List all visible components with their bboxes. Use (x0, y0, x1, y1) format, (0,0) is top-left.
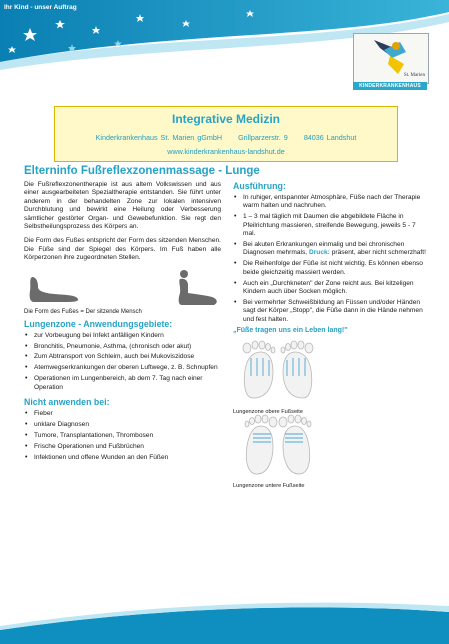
pressure-text: präsent, aber nicht schmerzhaft! (331, 249, 426, 257)
figure-caption: Die Form des Fußes = Der sitzende Mensch (24, 308, 142, 315)
contraindications-list (24, 410, 221, 462)
list-item: • zur Vorbeugung bei Infekt anfälligen Kindern (24, 332, 221, 340)
feet-top-figure (233, 340, 427, 415)
execution-list (233, 194, 427, 324)
logo-emblem (353, 33, 429, 84)
header-info-box (54, 106, 398, 162)
website-link[interactable]: www.kinderkrankenhaus-landshut.de (167, 147, 285, 156)
feet-bottom-figure (233, 414, 427, 489)
sitting-person-icon (174, 269, 222, 307)
execution-heading: Ausführung: (233, 181, 286, 191)
address-line (55, 133, 397, 142)
list-item: • Atemwegserkrankungen der oberen Luftwege, z. B. Schnupfen (24, 364, 221, 372)
indications-list (24, 332, 221, 392)
list-item (233, 241, 427, 258)
list-item: • 1 – 3 mal täglich mit Daumen die abgebildete Fläche in Pfeilrichtung massieren, streifende Bewegung, jeweils 5 - 7 mal. (233, 213, 427, 238)
street-address: Grillparzerstr. 9 (238, 133, 288, 142)
list-item: • Fieber (24, 410, 221, 418)
pressure-label: Druck: (308, 249, 330, 257)
left-column (24, 181, 221, 465)
logo-name: St. Marien (403, 73, 425, 78)
foot-silhouette-icon (26, 275, 82, 303)
indications-heading: Lungenzone - Anwendungsgebiete: (24, 318, 173, 329)
logo-banner: KINDERKRANKENHAUS (353, 82, 427, 90)
foot-form-paragraph: Die Form des Fußes entspricht der Form des sitzenden Menschen. Die Füße sind der Spiegel des Körpers. Im Fuß haben alle Körperzonen ihre zugeordneten Stellen. (24, 237, 221, 262)
footer-wave-band (0, 600, 449, 644)
list-item: • Infektionen und offene Wunden an den Füßen (24, 454, 221, 462)
list-item: • Frische Operationen und Fußbrüchen (24, 443, 221, 451)
list-item: • Auch ein „Durchkneten" der Zone reicht aus. Bei kitzeligen Kindern auch über Socken möglich. (233, 280, 427, 297)
feet-top-icon (233, 340, 353, 404)
list-item: • Zum Abtransport von Schleim, auch bei Mukoviszidose (24, 353, 221, 361)
feet-sole-icon (233, 414, 353, 478)
page-title: Elterninfo Fußreflexzonenmassage - Lunge (24, 165, 260, 177)
acute-text: Bei akuten Erkrankungen einmalig und bei chronischen Diagnosen mehrmals, (243, 241, 405, 257)
list-item: • unklare Diagnosen (24, 421, 221, 429)
feet-top-caption: Lungenzone obere Fußseite (233, 408, 303, 415)
intro-paragraph: Die Fußreflexzonentherapie ist aus altem Volkswissen und aus einer ausgearbeiteten Spezialtherapie entstanden. Sie führt unter anderem in der behandelten Zone zur lokalen intensiven Durchblutung und bewirkt eine Heilung oder Verbesserung sämtlicher gestörter Organ- und Gewebefunktion. Sie regt den Selbstheilungsprozess des Körpers an. (24, 181, 221, 231)
list-item: • Bei vermehrter Schweißbildung an Füssen und/oder Händen sagt der Körper „Stopp", die Füße dann in die Hände nehmen und fest halten. (233, 299, 427, 324)
right-column (233, 181, 427, 489)
city-address: 84036 Landshut (303, 133, 357, 142)
organization-name: Kinderkrankenhaus St. Marien gGmbH (95, 133, 223, 142)
list-item: • Tumore, Transplantationen, Thrombosen (24, 432, 221, 440)
department-title: Integrative Medizin (171, 112, 281, 126)
hospital-logo (353, 33, 427, 89)
contraindications-heading: Nicht anwenden bei: (24, 397, 110, 408)
foot-person-figures (24, 269, 221, 309)
feet-bottom-caption: Lungenzone untere Fußseite (233, 482, 305, 489)
list-item: • Operationen im Lungenbereich, ab dem 7. Tag nach einer Operation (24, 375, 221, 392)
list-item: • In ruhiger, entspannter Atmosphäre, Füße nach der Therapie warm halten und nachruhen. (233, 194, 427, 211)
list-item: • Die Reihenfolge der Füße ist nicht wichtig. Es können ebenso beide gleichzeitig massiert werden. (233, 260, 427, 277)
header-slogan: Ihr Kind - unser Auftrag (4, 4, 77, 11)
motto: „Füße tragen uns ein Leben lang!" (233, 326, 348, 334)
list-item: • Bronchitis, Pneumonie, Asthma, (chronisch oder akut) (24, 343, 221, 351)
